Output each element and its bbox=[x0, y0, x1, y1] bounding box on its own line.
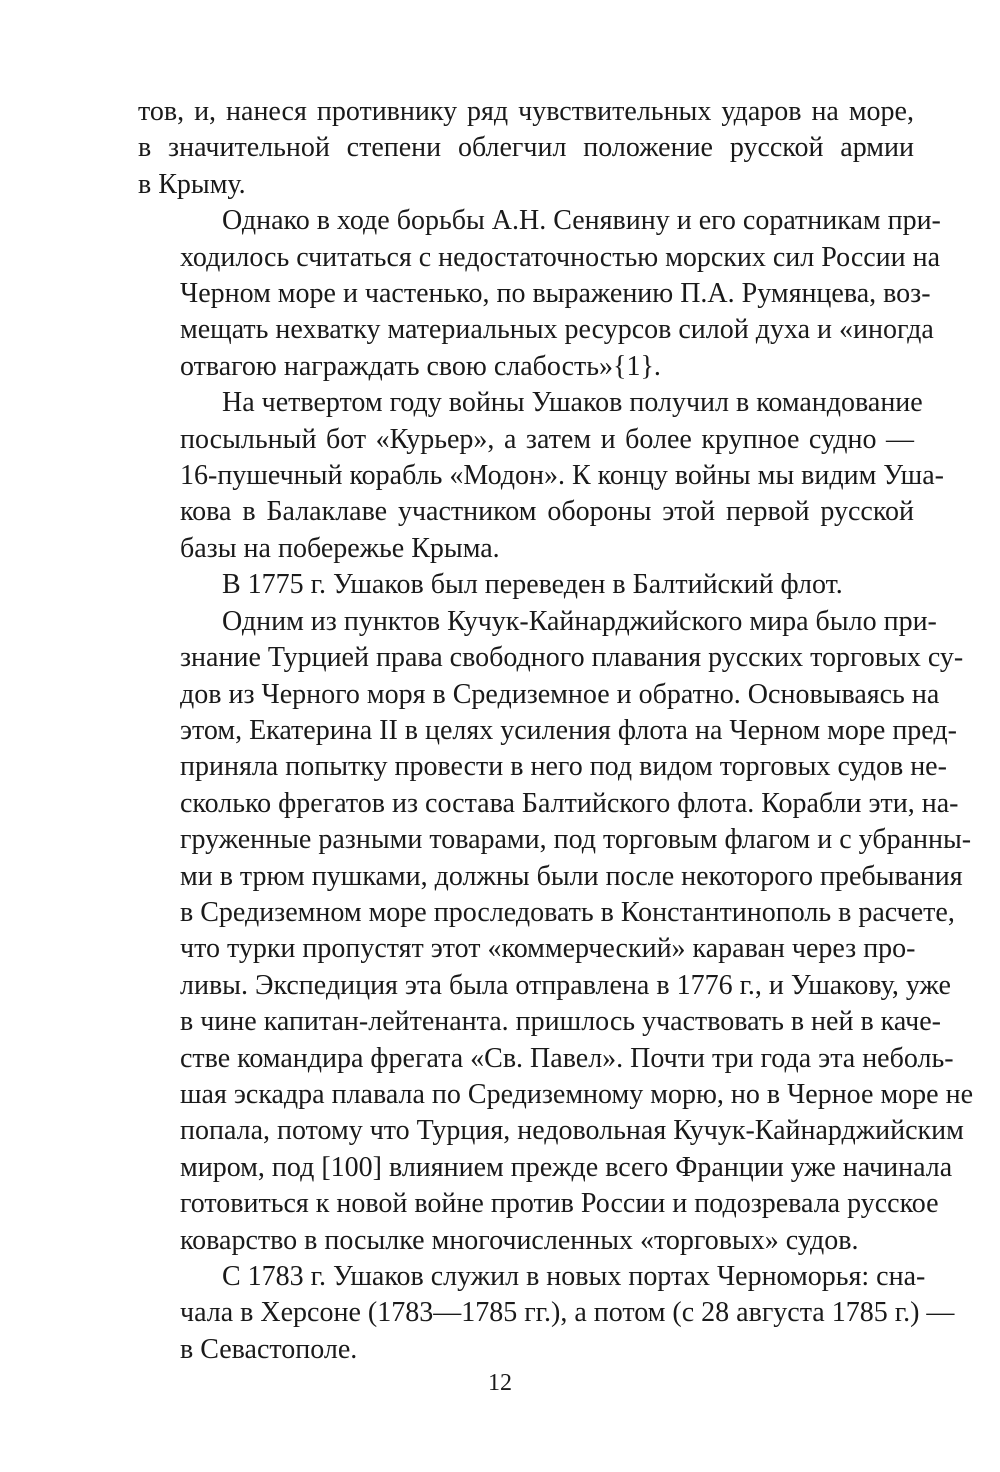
text-line: 16-пушечный корабль «Модон». К концу войны мы видим Уша- bbox=[180, 460, 944, 492]
text-line: что турки пропустят этот «коммерческий» караван через про- bbox=[180, 933, 916, 965]
text-line: в Крыму. bbox=[138, 168, 246, 200]
text-line: Одним из пунктов Кучук-Кайнарджийского мира было при- bbox=[222, 605, 937, 637]
text-line: миром, под [100] влиянием прежде всего Франции уже начинала bbox=[180, 1151, 953, 1183]
text-line: груженные разными товарами, под торговым флагом и с убранны- bbox=[180, 824, 972, 856]
text-line: шая эскадра плавала по Средиземному морю, но в Черное море не bbox=[180, 1078, 974, 1110]
text-line: ливы. Экспедиция эта была отправлена в 1776 г., и Ушакову, уже bbox=[180, 969, 951, 1001]
text-line: базы на побережье Крыма. bbox=[180, 532, 500, 564]
text-line: знание Турцией права свободного плавания русских торговых су- bbox=[180, 642, 964, 674]
text-line: В 1775 г. Ушаков был переведен в Балтийский флот. bbox=[222, 569, 843, 601]
body-text bbox=[138, 94, 974, 1368]
paragraph-2 bbox=[138, 203, 941, 385]
paragraph-5 bbox=[138, 604, 974, 1259]
text-line: в Средиземном море проследовать в Константинополь в расчете, bbox=[180, 896, 955, 928]
text-line: Черном море и частенько, по выражению П.А. Румянцева, воз- bbox=[180, 278, 931, 310]
text-line: сколько фрегатов из состава Балтийского флота. Корабли эти, на- bbox=[180, 787, 959, 819]
text-line: коварство в посылке многочисленных «торговых» судов. bbox=[180, 1224, 859, 1256]
text-line: ми в трюм пушками, должны были после некоторого пребывания bbox=[180, 860, 963, 892]
paragraph-3 bbox=[138, 385, 944, 567]
text-line: С 1783 г. Ушаков служил в новых портах Черноморья: сна- bbox=[222, 1261, 926, 1292]
text-line: в чине капитан-лейтенанта. пришлось участвовать в ней в каче- bbox=[180, 1006, 941, 1038]
text-line: кова в Балаклаве участником обороны этой первой русской bbox=[180, 496, 914, 528]
text-line: ходилось считаться с недостаточностью морских сил России на bbox=[180, 241, 941, 273]
text-line: мещать нехватку материальных ресурсов силой духа и «иногда bbox=[180, 314, 934, 346]
text-line: Однако в ходе борьбы А.Н. Сенявину и его соратникам при- bbox=[222, 205, 941, 237]
text-line: чала в Херсоне (1783—1785 гг.), а потом (с 28 августа 1785 г.) — bbox=[180, 1297, 955, 1329]
text-line: в значительной степени облегчил положение русской армии bbox=[138, 132, 914, 164]
text-line: На четвертом году войны Ушаков получил в командование bbox=[222, 387, 923, 419]
text-line: посыльный бот «Курьер», а затем и более крупное судно — bbox=[180, 423, 914, 455]
text-line: готовиться к новой войне против России и подозревала русское bbox=[180, 1188, 939, 1220]
paragraph-6 bbox=[138, 1259, 955, 1368]
text-line: стве командира фрегата «Св. Павел». Почти три года эта неболь- bbox=[180, 1042, 954, 1074]
text-line: дов из Черного моря в Средиземное и обратно. Основываясь на bbox=[180, 678, 940, 710]
text-line: этом, Екатерина II в целях усиления флота на Черном море пред- bbox=[180, 714, 957, 746]
text-line: попала, потому что Турция, недовольная Кучук-Кайнарджийским bbox=[180, 1115, 964, 1147]
paragraph-1 bbox=[138, 94, 914, 203]
text-line: приняла попытку провести в него под видом торговых судов не- bbox=[180, 751, 947, 783]
text-line: в Севастополе. bbox=[180, 1333, 358, 1365]
page-number: 12 bbox=[488, 1370, 512, 1396]
paragraph-4 bbox=[138, 567, 914, 603]
text-line: отвагою награждать свою слабость»{1}. bbox=[180, 350, 661, 382]
text-line: тов, и, нанеся противнику ряд чувствительных ударов на море, bbox=[138, 96, 914, 127]
